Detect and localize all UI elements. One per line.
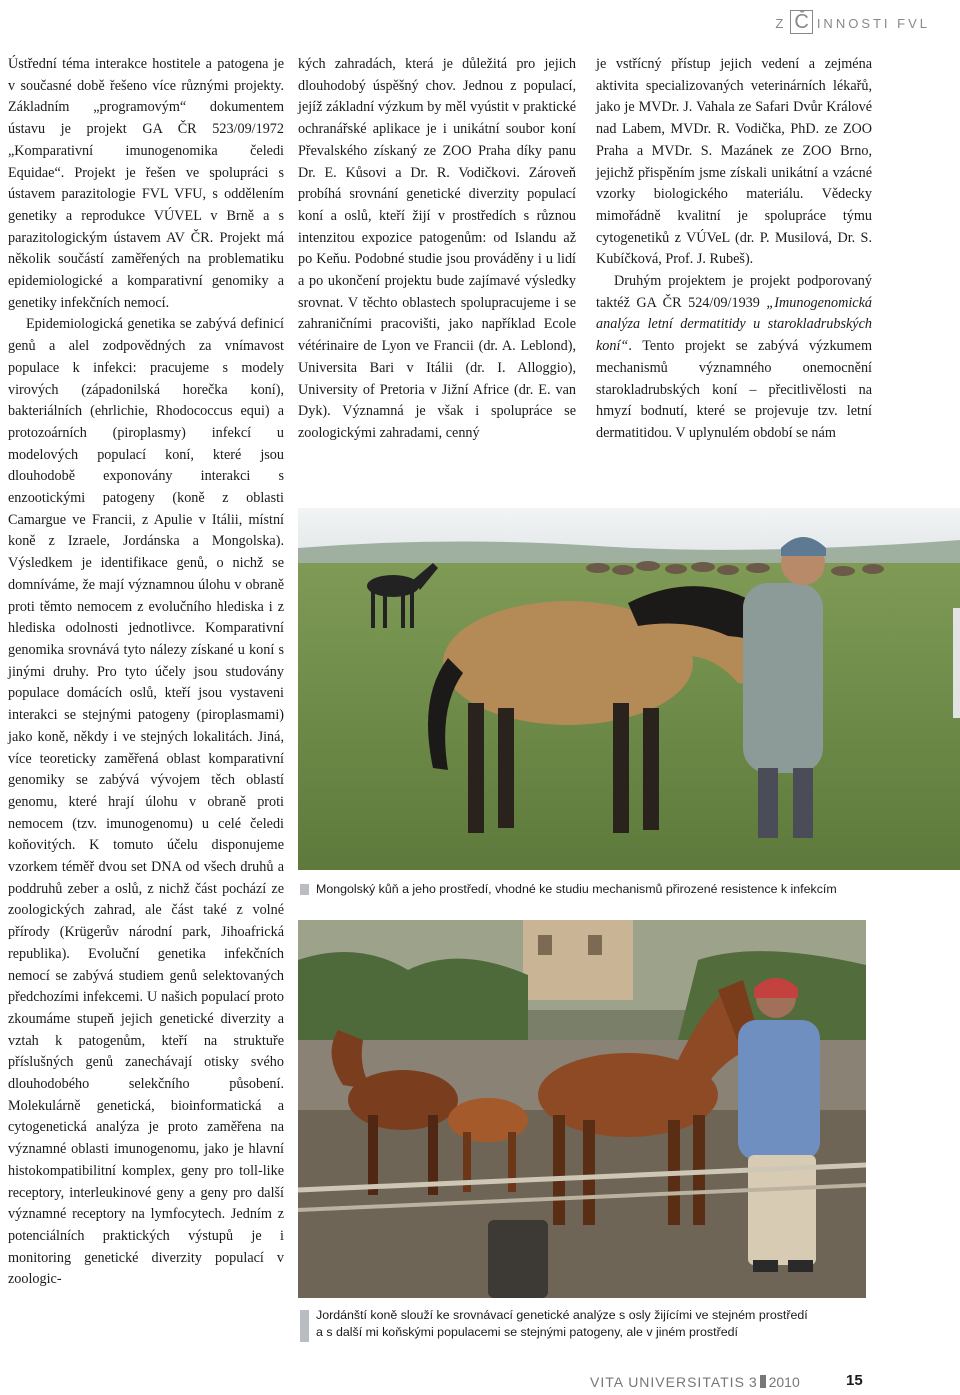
header-title: INNOSTI FVL — [816, 16, 930, 31]
magazine-name: VITA UNIVERSITATIS — [590, 1374, 745, 1390]
caption-line: a s další mi koňskými populacemi se stejnými patogeny, ale v jiném prostředí — [316, 1325, 738, 1339]
issue-number: 3 — [748, 1374, 757, 1390]
project-title: „Imunogenomická analýza letní dermatitidy u starokladrubských koní“ — [596, 294, 872, 355]
photo-mongolian-horse — [298, 508, 960, 870]
issue-year: 2010 — [768, 1374, 800, 1390]
photo-caption-2 — [316, 1307, 936, 1341]
paragraph: kých zahradách, která je důležitá pro jejich dlouhodobý úspěšný chov. Jednou z populací, jejíž základní výzkum by měl vyústit v praktické ochranářské aplikace je i unikátní soubor koní Převalského získaný ze ZOO Praha díky panu Dr. E. Kůsovi a Dr. R. Vodičkovi. Zároveň probíhá srovnání genetické diverzity populací koní a oslů, kteří žijí v prostředích s různou intenzitou expozice patogenům: od Islandu až po Keňu. Podobné studie jsou prováděny i u lidí a po ukončení projektu bude zajímavé výsledky srovnat. V těchto oblastech spolupracujeme i se zahraničními pracovišti, jako například Ecole vétérinaire de Lyon ve Francii (dr. A. Leblond), Universita Bari v Itálii (dr. I. Alloggio), University of Pretoria v Jižní Africe (dr. E. van Dyk). Významná je však i spolupráce se zoologickými zahradami, cenný — [298, 56, 576, 441]
header-prefix: Z — [775, 16, 787, 31]
photo-caption-1: Mongolský kůň a jeho prostředí, vhodné ke studiu mechanismů přirozené resistence k infekcím — [316, 882, 837, 896]
paragraph: Epidemiologická genetika se zabývá definicí genů a alel zodpovědných za vnímavost populace k infekci: pracujeme s modely virových (západonilská horečka koní), bakteriálních (ehrlichie, Rhodococcus equi) a protozoárních (piroplasmy) infekcí u modelových populací koní, které jsou dlouhodobě exponovány interakci s enzootickými patogeny (koně z oblasti Camargue ve Francii, z Apulie v Itálii, místní koně z Izraele, Jordánska a Mongolska). Výsledkem je identifikace genů, o nichž se domníváme, že mají významnou úlohu v obraně proti těmto nemocem z evolučního hlediska i z hlediska odolnosti jednotlivce. Komparativní genomika srovnává tyto nálezy získané u koní s jinými druhy. Pro tyto účely jsou studovány populace domácích oslů, kteří jsou vystaveni interakci se stejnými patogeny (piroplasmami) jako koně, někdy i ve stejných lokalitách. Jiná, více teoreticky zaměřená oblast komparativní genomiky se zabývá vývojem těch oblastí genomu, které hrají úlohu v obraně proti nemocem (tzv. imunogenomu) u celé čeledi koňovitých. K tomuto účelu disponujeme vzorkem téměř dvou set DNA od všech druhů a poddruhů zeber a oslů, z nichž část pochází ze zoologických zahrad, ale část také z volné přírody (Krügerův národní park, Jihoafrická republika). Evoluční genetika infekčních nemocí se zabývá studiem genů selektovaných předchozími infekcemi. U našich populací proto zkoumáme stupeň jejich genetické diverzity a vztah k patogenům, kteří na struktuře příslušných genů zanechávají otisky svého dlouhodobého selekčního působení. Molekulárně genetická, bioinformatická a cytogenetická analýza je proto zaměřena na významné oblasti imunogenomu, jako je hlavní histokompatibilitní komplex, geny pro toll-like receptory, interleukinové geny a geny pro další významné receptory na lymfocytech. Jedním z potenciálních praktických výstupů je i monitoring genetické diverzity populací v zoologic- — [8, 316, 284, 1288]
header-initial: Č — [790, 10, 812, 34]
text-column-2 — [298, 54, 576, 445]
footer-magazine — [590, 1374, 800, 1390]
text-column-1 — [8, 54, 284, 1291]
paragraph: Ústřední téma interakce hostitele a patogena je v současné době řešeno více různými projekty. Základním „programovým“ dokumentem ústavu je projekt GA ČR 523/09/1972 „Komparativní imunogenomika čeledi Equidae“. Projekt je řešen ve spolupráci s ústavem parazitologie FVL VFU, s oddělením genetiky a reprodukce VÚVEL v Brně a s parazitologickým ústavem AV ČR. Projekt má několik součástí zaměřených na problematiku epidemiologické a komparativní genomiky a genetiky infekčních nemocí. — [8, 56, 284, 311]
photo-jordanian-horses — [298, 920, 866, 1298]
paragraph — [596, 271, 872, 445]
caption-marker — [300, 884, 309, 895]
page-number: 15 — [846, 1372, 863, 1389]
paragraph: je vstřícný přístup jejich vedení a zejména aktivita specializovaných veterinárních lékařů, jako je MVDr. J. Vahala ze Safari Dvůr Králové nad Labem, MVDr. R. Vodička, PhD. ze ZOO Praha a MVDr. S. Mazánek ze ZOO Brno, jejichž přispěním jsme získali unikátní a vzácné vzorky biologického materiálu. Vědecky mimořádně kvalitní je spolupráce týmu cytogenetiků z VÚVeL (dr. P. Musilová, Dr. S. Kubíčková, Prof. J. Rubeš). — [596, 56, 872, 268]
paragraph-end: . Tento projekt se zabývá výzkumem mechanismů významného onemocnění starokladrubských koní – přecitlivělosti na hmyzí bodnutí, které se projevuje tzv. letní dermatitidou. V uplynulém období se nám — [596, 338, 872, 441]
caption-line: Jordánští koně slouží ke srovnávací genetické analýze s osly žijícími ve stejném prostředí — [316, 1308, 808, 1322]
text-column-3 — [596, 54, 872, 445]
section-header — [775, 10, 930, 34]
footer-separator — [760, 1375, 766, 1388]
paragraph-start: Druhým projektem je projekt podporovaný taktéž GA ČR 524/09/1939 — [596, 273, 872, 311]
caption-marker — [300, 1310, 309, 1342]
